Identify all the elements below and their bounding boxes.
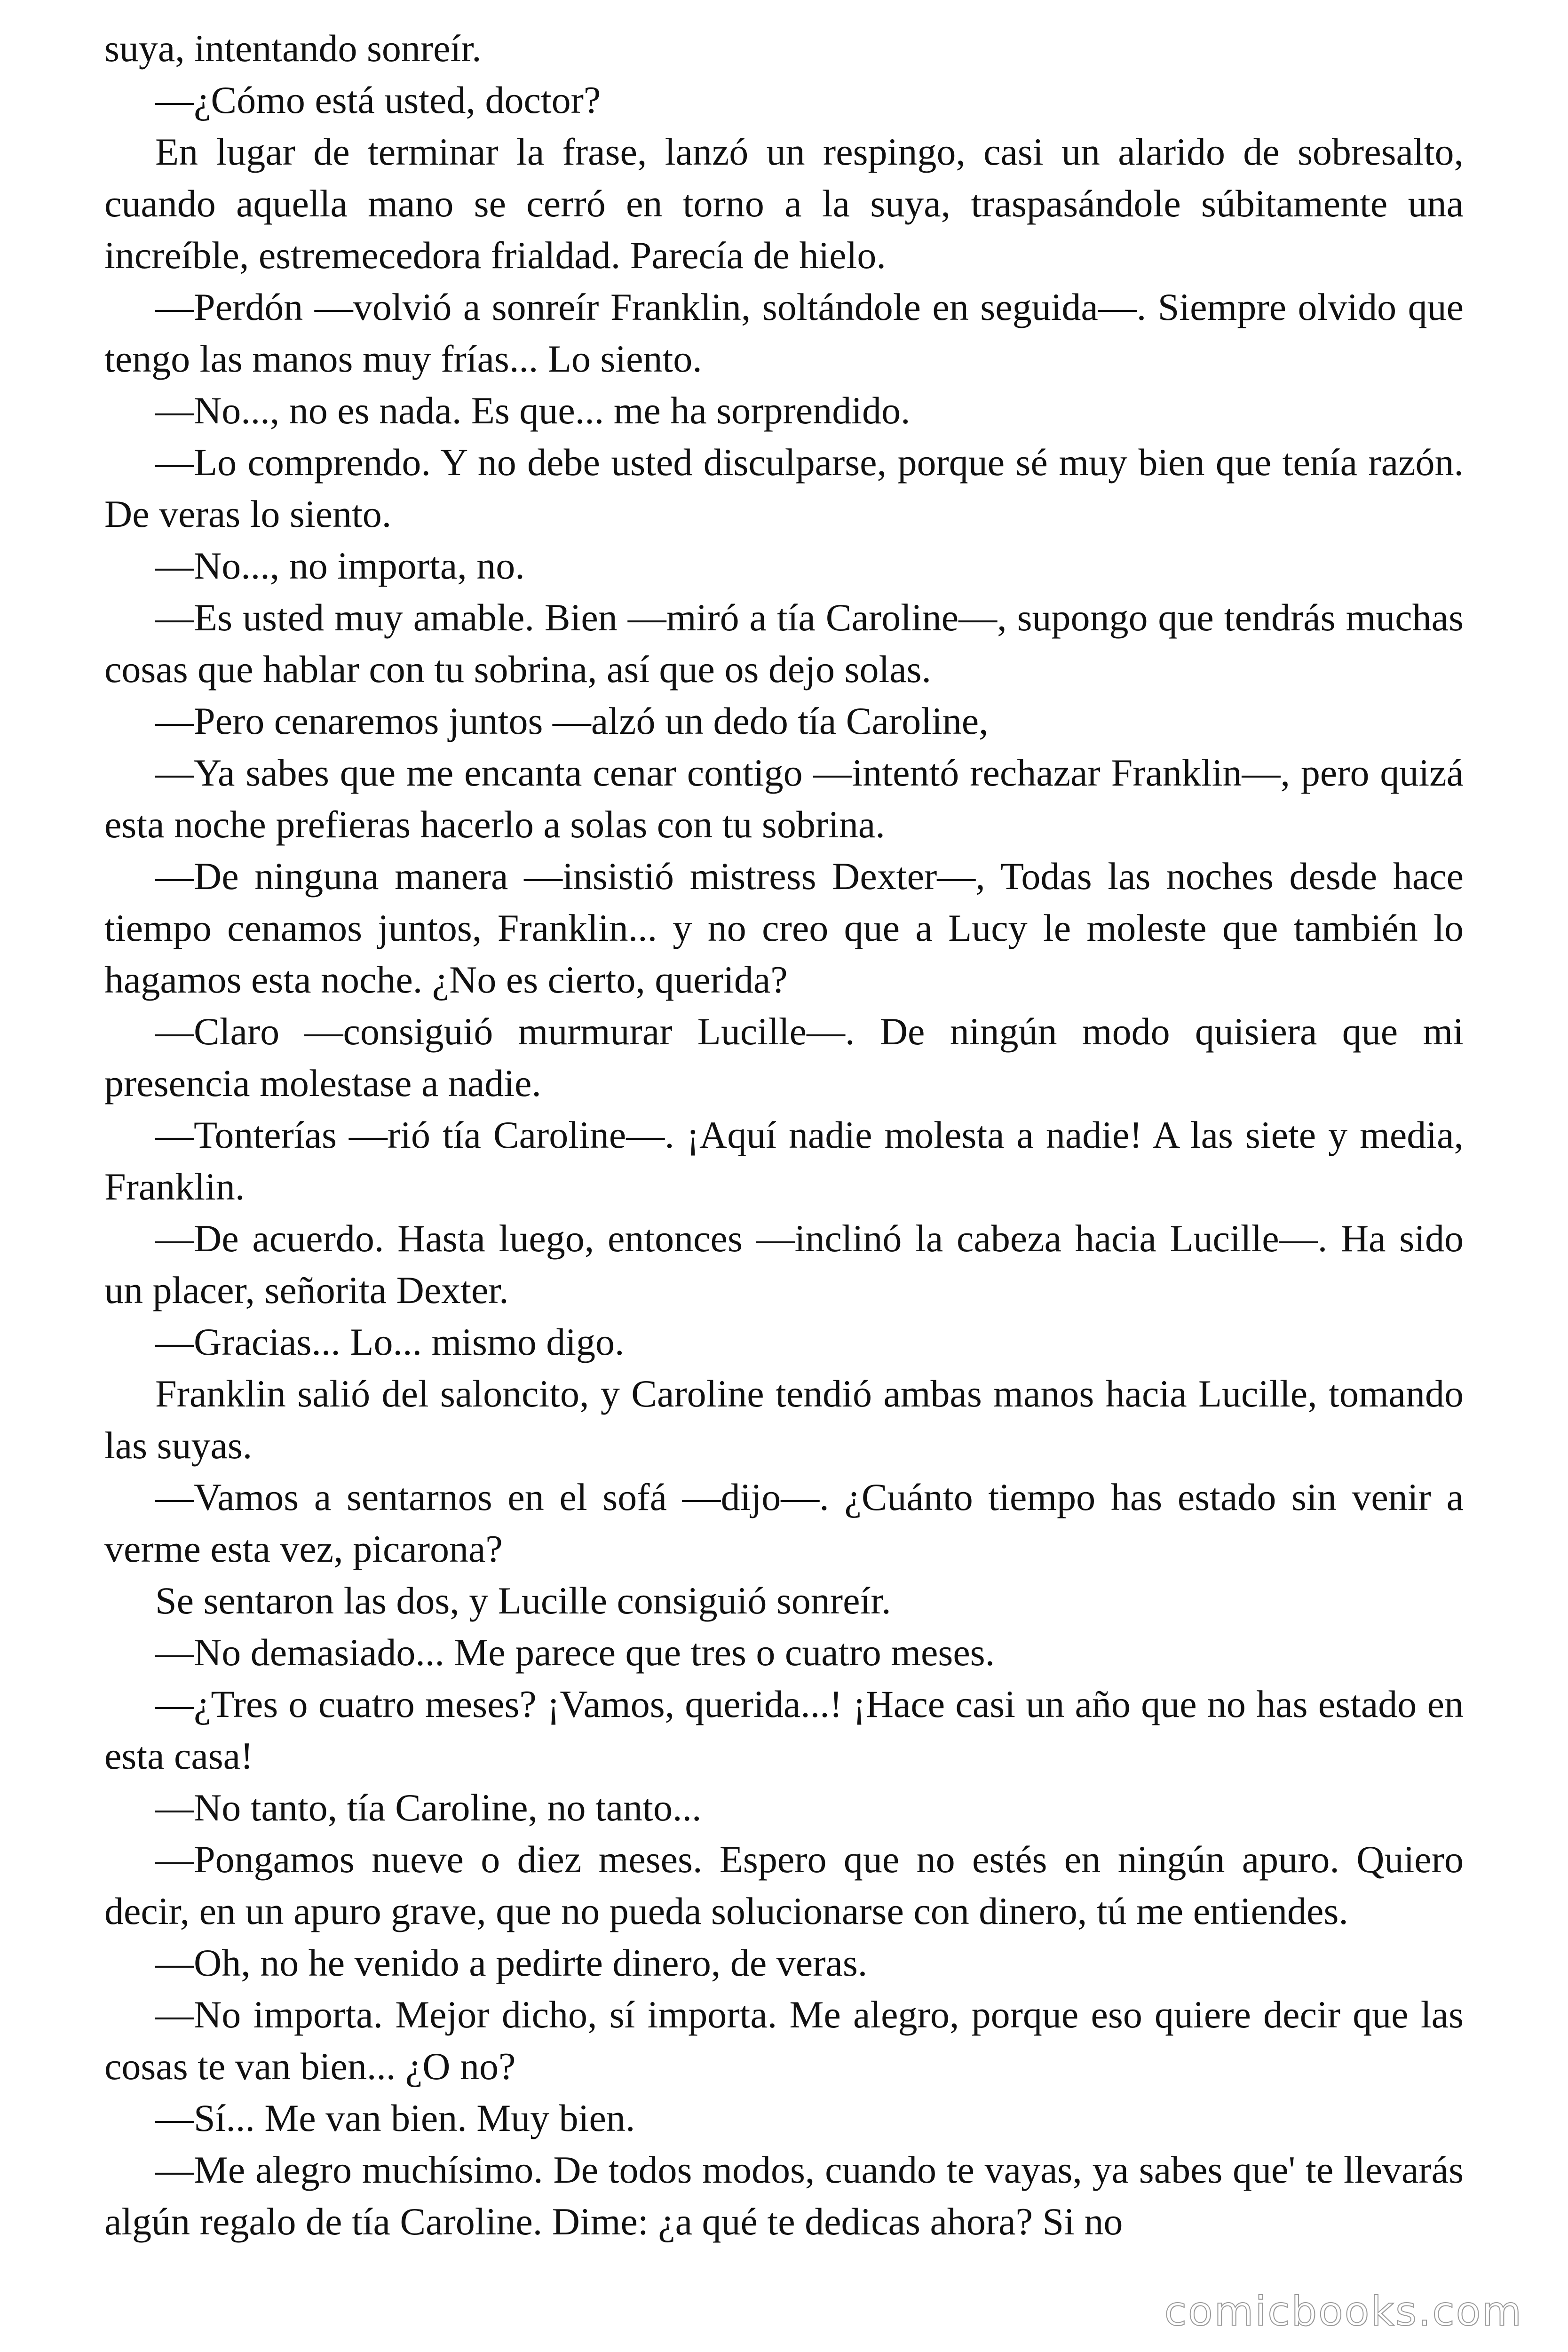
paragraph: —No..., no importa, no. — [155, 544, 525, 587]
paragraph: En lugar de terminar la frase, lanzó un respingo, casi un alarido de sobresalto, cuando aquella mano se cerró en torno a la suya, traspasándole súbitamente una increíble, estremecedora frialdad. Parecía de hielo. — [104, 130, 1464, 277]
paragraph: —Tonterías —rió tía Caroline—. ¡Aquí nadie molesta a nadie! A las siete y media, Franklin. — [104, 1113, 1464, 1208]
paragraph: —No..., no es nada. Es que... me ha sorprendido. — [155, 389, 911, 432]
paragraph: —Sí... Me van bien. Muy bien. — [155, 2097, 635, 2139]
paragraph: —Oh, no he venido a pedirte dinero, de veras. — [155, 1941, 868, 1984]
watermark: comicbooks.com — [1164, 2288, 1523, 2335]
paragraph: —Pongamos nueve o diez meses. Espero que no estés en ningún apuro. Quiero decir, en un apuro grave, que no pueda solucionarse con dinero, tú me entiendes. — [104, 1838, 1464, 1932]
paragraph: Franklin salió del saloncito, y Caroline tendió ambas manos hacia Lucille, tomando las suyas. — [104, 1372, 1464, 1467]
paragraph: —De ninguna manera —insistió mistress Dexter—, Todas las noches desde hace tiempo cenamos juntos, Franklin... y no creo que a Lucy le moleste que también lo hagamos esta noche. ¿No es cierto, querida? — [104, 855, 1464, 1001]
paragraph: —No tanto, tía Caroline, no tanto... — [155, 1786, 702, 1829]
paragraph: —Ya sabes que me encanta cenar contigo —intentó rechazar Franklin—, pero quizá esta noche prefieras hacerlo a solas con tu sobrina. — [104, 751, 1464, 846]
paragraph: —No importa. Mejor dicho, sí importa. Me alegro, porque eso quiere decir que las cosas te van bien... ¿O no? — [104, 1993, 1464, 2088]
paragraph: —Perdón —volvió a sonreír Franklin, soltándole en seguida—. Siempre olvido que tengo las manos muy frías... Lo siento. — [104, 286, 1464, 380]
paragraph: —Me alegro muchísimo. De todos modos, cuando te vayas, ya sabes que' te llevarás algún regalo de tía Caroline. Dime: ¿a qué te dedicas ahora? Si no — [104, 2148, 1464, 2243]
paragraph: Se sentaron las dos, y Lucille consiguió sonreír. — [155, 1579, 891, 1622]
paragraph: —Vamos a sentarnos en el sofá —dijo—. ¿Cuánto tiempo has estado sin venir a verme esta vez, picarona? — [104, 1476, 1464, 1570]
paragraph: —Lo comprendo. Y no debe usted disculparse, porque sé muy bien que tenía razón. De veras lo siento. — [104, 441, 1464, 535]
paragraph: —Claro —consiguió murmurar Lucille—. De ningún modo quisiera que mi presencia molestase a nadie. — [104, 1010, 1464, 1104]
paragraph: —No demasiado... Me parece que tres o cuatro meses. — [155, 1631, 995, 1674]
paragraph: —¿Tres o cuatro meses? ¡Vamos, querida...! ¡Hace casi un año que no has estado en esta casa! — [104, 1683, 1464, 1777]
paragraph: —De acuerdo. Hasta luego, entonces —inclinó la cabeza hacia Lucille—. Ha sido un placer, señorita Dexter. — [104, 1217, 1464, 1311]
paragraph: —Es usted muy amable. Bien —miró a tía Caroline—, supongo que tendrás muchas cosas que hablar con tu sobrina, así que os dejo solas. — [104, 596, 1464, 691]
paragraph: suya, intentando sonreír. — [104, 27, 482, 70]
paragraph: —Pero cenaremos juntos —alzó un dedo tía Caroline, — [155, 699, 989, 742]
document-page — [104, 23, 1464, 2248]
paragraph: —Gracias... Lo... mismo digo. — [155, 1320, 625, 1363]
paragraph: —¿Cómo está usted, doctor? — [155, 79, 601, 121]
